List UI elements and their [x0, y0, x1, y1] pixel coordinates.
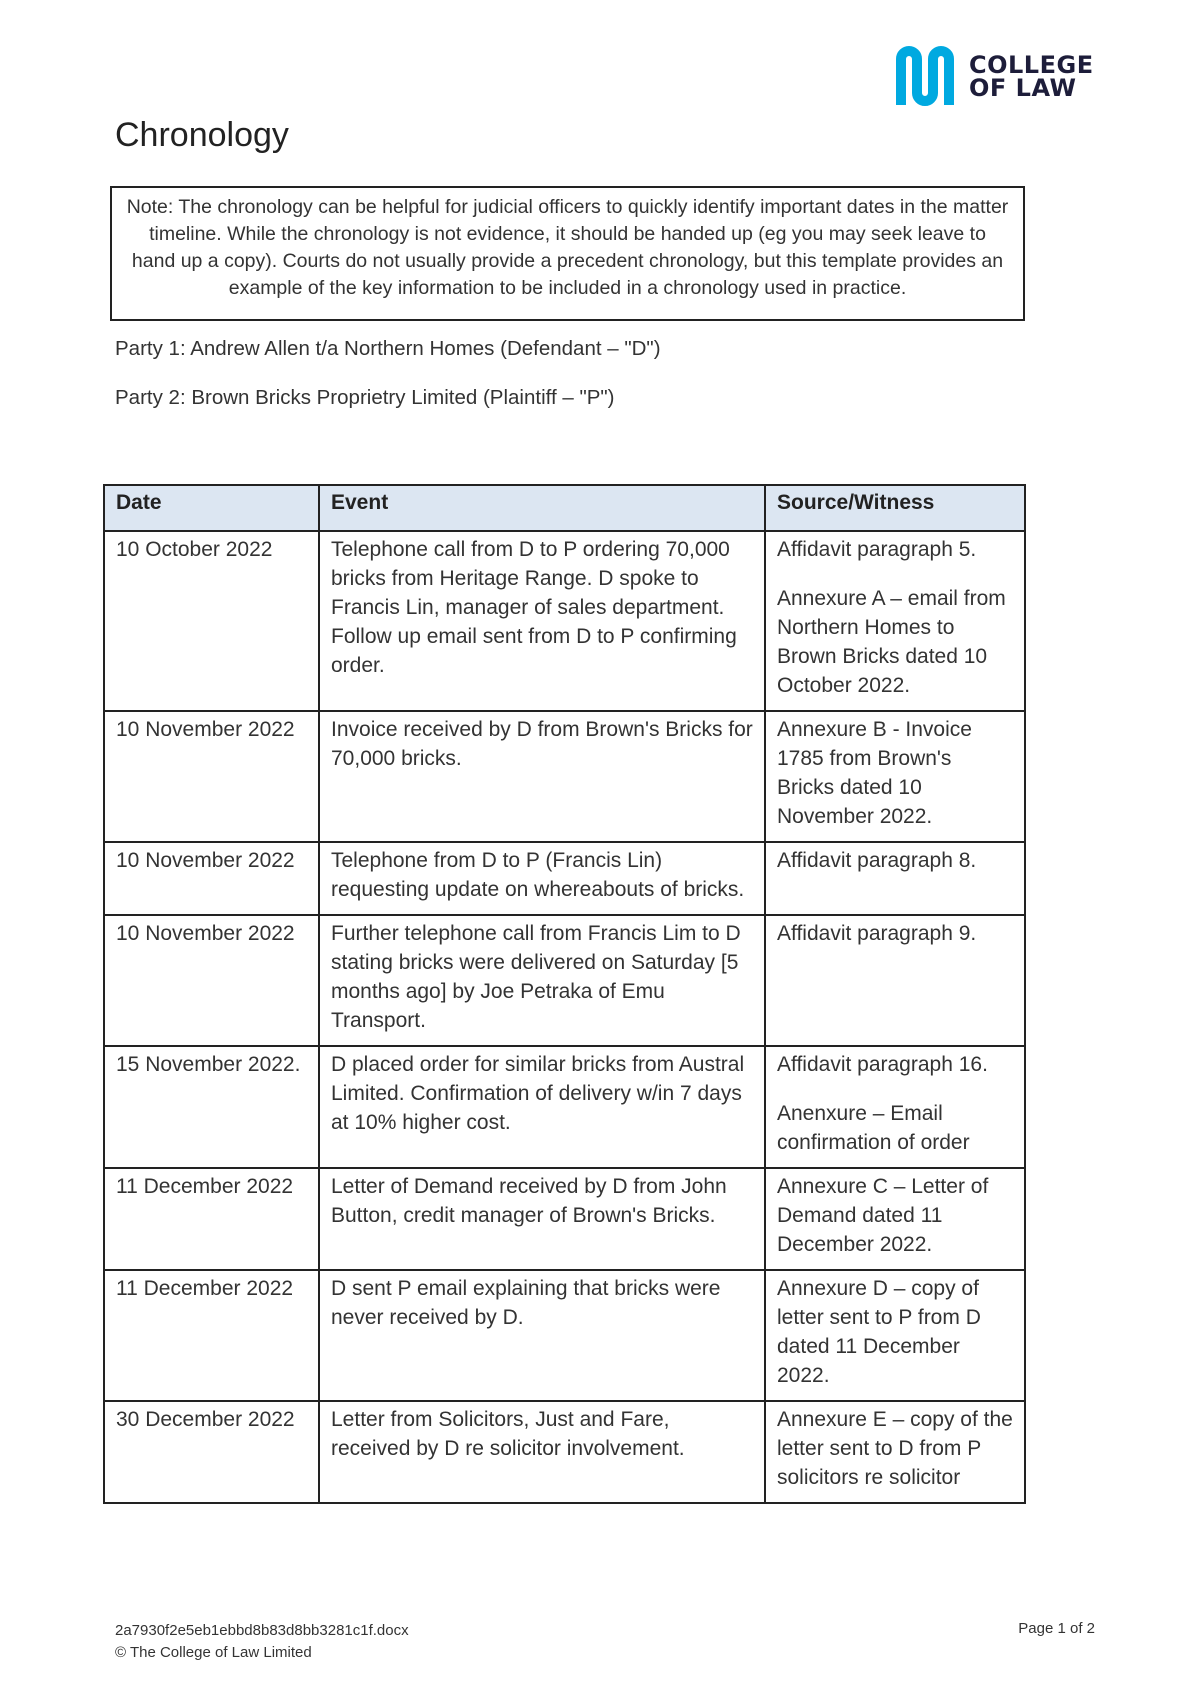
table-row	[104, 1046, 1025, 1168]
table-row	[104, 531, 1025, 711]
source-line: Affidavit paragraph 16.	[777, 1053, 988, 1076]
date-cell: 30 December 2022	[104, 1401, 319, 1503]
event-cell: D placed order for similar bricks from Austral Limited. Confirmation of delivery w/in 7 days at 10% higher cost.	[319, 1046, 765, 1168]
event-cell: Telephone from D to P (Francis Lin) requesting update on whereabouts of bricks.	[319, 842, 765, 915]
party-1: Party 1: Andrew Allen t/a Northern Homes (Defendant – "D")	[115, 337, 661, 360]
header-date: Date	[104, 485, 319, 531]
source-line: Affidavit paragraph 5.	[777, 538, 977, 561]
date-cell: 10 November 2022	[104, 711, 319, 842]
college-of-law-logo-icon	[893, 43, 961, 111]
note-text: Note: The chronology can be helpful for judicial officers to quickly identify important dates in the matter timeline. While the chronology is not evidence, it should be handed up (eg you may seek leave to hand up a copy). Courts do not usually provide a precedent chronology, but this template provides an example of the key information to be included in a chronology used in practice.	[126, 196, 1009, 299]
table-row	[104, 1270, 1025, 1401]
date-cell: 11 December 2022	[104, 1270, 319, 1401]
header-event: Event	[319, 485, 765, 531]
footer-filename: 2a7930f2e5eb1ebbd8b83d8bb3281c1f.docx	[115, 1622, 409, 1639]
source-cell	[765, 1401, 1025, 1503]
party-2: Party 2: Brown Bricks Proprietry Limited (Plaintiff – "P")	[115, 386, 615, 409]
date-cell: 11 December 2022	[104, 1168, 319, 1270]
source-line: Affidavit paragraph 9.	[777, 922, 977, 945]
event-cell: Invoice received by D from Brown's Bricks for 70,000 bricks.	[319, 711, 765, 842]
footer-copyright: © The College of Law Limited	[115, 1644, 312, 1661]
date-cell: 10 November 2022	[104, 915, 319, 1046]
source-cell	[765, 1168, 1025, 1270]
logo-wordmark	[969, 51, 1094, 102]
college-of-law-logo	[893, 42, 1094, 112]
header-source: Source/Witness	[765, 485, 1025, 531]
table-row	[104, 1168, 1025, 1270]
source-line: Annexure E – copy of the letter sent to D from P solicitors re solicitor	[777, 1408, 1013, 1489]
source-cell	[765, 1270, 1025, 1401]
table-row	[104, 711, 1025, 842]
footer-page-number: Page 1 of 2	[1018, 1620, 1095, 1637]
source-cell	[765, 915, 1025, 1046]
event-cell: Telephone call from D to P ordering 70,000 bricks from Heritage Range. D spoke to Francis Lin, manager of sales department. Follow up email sent from D to P confirming order.	[319, 531, 765, 711]
event-cell: D sent P email explaining that bricks were never received by D.	[319, 1270, 765, 1401]
event-cell: Further telephone call from Francis Lim to D stating bricks were delivered on Saturday [5 months ago] by Joe Petraka of Emu Transport.	[319, 915, 765, 1046]
source-line: Annexure D – copy of letter sent to P from D dated 11 December 2022.	[777, 1277, 981, 1387]
note-box	[110, 186, 1025, 321]
source-line: Anenxure – Email confirmation of order	[777, 1102, 970, 1154]
logo-line1: COLLEGE	[969, 51, 1094, 79]
source-line: Affidavit paragraph 8.	[777, 849, 977, 872]
footer-left	[115, 1620, 409, 1664]
source-line: Annexure A – email from Northern Homes to Brown Bricks dated 10 October 2022.	[777, 587, 1006, 697]
source-cell	[765, 711, 1025, 842]
source-line: Annexure C – Letter of Demand dated 11 December 2022.	[777, 1175, 989, 1256]
date-cell: 15 November 2022.	[104, 1046, 319, 1168]
chronology-table	[103, 484, 1026, 1504]
date-cell: 10 October 2022	[104, 531, 319, 711]
table-row	[104, 842, 1025, 915]
source-line: Annexure B - Invoice 1785 from Brown's Bricks dated 10 November 2022.	[777, 718, 972, 828]
source-cell	[765, 842, 1025, 915]
date-cell: 10 November 2022	[104, 842, 319, 915]
page-title: Chronology	[115, 116, 289, 154]
table-row	[104, 1401, 1025, 1503]
source-cell	[765, 1046, 1025, 1168]
table-row	[104, 915, 1025, 1046]
logo-line2: OF LAW	[969, 74, 1077, 102]
table-header-row	[104, 485, 1025, 531]
event-cell: Letter from Solicitors, Just and Fare, received by D re solicitor involvement.	[319, 1401, 765, 1503]
event-cell: Letter of Demand received by D from John Button, credit manager of Brown's Bricks.	[319, 1168, 765, 1270]
source-cell	[765, 531, 1025, 711]
